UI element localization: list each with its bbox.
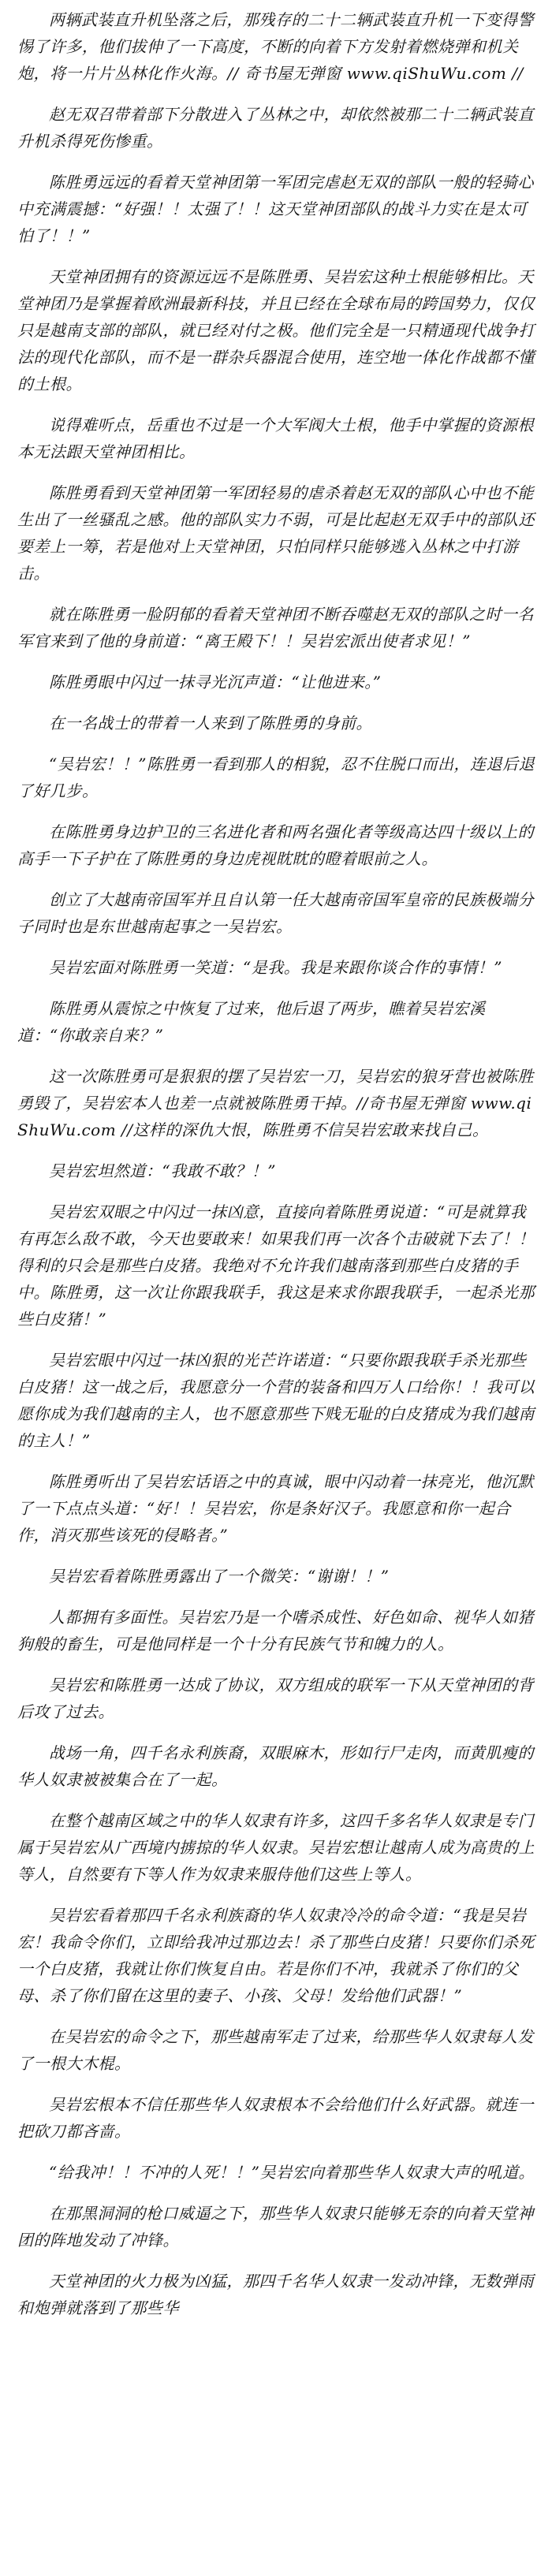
paragraph: 陈胜勇眼中闪过一抹寻光沉声道：“让他进来。” <box>49 673 382 692</box>
paragraph: 陈胜勇听出了吴岩宏话语之中的真诚，眼中闪动着一抹亮光，他沉默了一下点点头道：“好！！吴岩宏，你是条好汉子。我愿意和你一起合作，消灭那些该死的侵略者。” <box>17 1472 534 1545</box>
paragraph: 赵无双召带着部下分散进入了丛林之中，却依然被那二十二辆武装直升机杀得死伤惨重。 <box>17 105 534 151</box>
paragraph: 在吴岩宏的命令之下，那些越南军走了过来，给那些华人奴隶每人发了一根大木棍。 <box>17 2027 534 2073</box>
paragraph: 天堂神团的火力极为凶猛，那四千名华人奴隶一发动冲锋，无数弹雨和炮弹就落到了那些华 <box>17 2272 534 2317</box>
paragraph: 人都拥有多面性。吴岩宏乃是一个嗜杀成性、好色如命、视华人如猪狗般的畜生，可是他同样是一个十分有民族气节和魄力的人。 <box>17 1608 534 1653</box>
paragraph: 在陈胜勇身边护卫的三名进化者和两名强化者等级高达四十级以上的高手一下子护在了陈胜勇的身边虎视眈眈的瞪着眼前之人。 <box>17 822 534 868</box>
paragraph: 战场一角，四千名永利族裔，双眼麻木，形如行尸走肉，而黄肌瘦的华人奴隶被被集合在了一起。 <box>17 1743 534 1789</box>
paragraph: 吴岩宏和陈胜勇一达成了协议，双方组成的联军一下从天堂神团的背后攻了过去。 <box>17 1676 534 1721</box>
paragraph: 吴岩宏坦然道：“我敢不敢？！” <box>49 1161 276 1180</box>
paragraph: 吴岩宏看着那四千名永利族裔的华人奴隶冷冷的命令道：“我是吴岩宏！我命令你们，立即给我冲过那边去！杀了那些白皮猪！只要你们杀死一个白皮猪，我就让你们恢复自由。若是你们不冲，我就杀了你们的父母、杀了你们留在这里的妻子、小孩、父母！发给他们武器！” <box>17 1906 535 2005</box>
paragraph: 天堂神团拥有的资源远远不是陈胜勇、吴岩宏这种土根能够相比。天堂神团乃是掌握着欧洲最新科技，并且已经在全球布局的跨国势力，仅仅只是越南支部的部队，就已经对付之极。他们完全是一只精通现代战争打法的现代化部队，而不是一群杂兵器混合使用，连空地一体化作战都不懂的土根。 <box>17 267 535 393</box>
paragraph: 陈胜勇远远的看着天堂神团第一军团完虐赵无双的部队一般的轻骑心中充满震撼：“好强！！太强了！！这天堂神团部队的战斗力实在是太可怕了！！” <box>17 173 534 245</box>
paragraph: 在整个越南区域之中的华人奴隶有许多，这四千多名华人奴隶是专门属于吴岩宏从广西境内掳掠的华人奴隶。吴岩宏想让越南人成为高贵的上等人，自然要有下等人作为奴隶来服侍他们这些上等人。 <box>17 1811 535 1884</box>
paragraph: 陈胜勇从震惊之中恢复了过来，他后退了两步，瞧着吴岩宏溪道：“你敢亲自来？” <box>17 999 486 1045</box>
paragraph: 说得难听点，岳重也不过是一个大军阀大土根，他手中掌握的资源根本无法跟天堂神团相比。 <box>17 416 534 461</box>
paragraph: 在一名战士的带着一人来到了陈胜勇的身前。 <box>49 714 372 733</box>
paragraph: “给我冲！！不冲的人死！！”吴岩宏向着那些华人奴隶大声的吼道。 <box>49 2163 535 2182</box>
paragraph: “吴岩宏！！”陈胜勇一看到那人的相貌，忍不住脱口而出，连退后退了好几步。 <box>17 755 535 800</box>
paragraph: 这一次陈胜勇可是狠狠的摆了吴岩宏一刀，吴岩宏的狼牙营也被陈胜勇毁了，吴岩宏本人也差一点就被陈胜勇干掉。//奇书屋无弹窗 www.qiShuWu.com //这样的深仇大恨，陈胜勇不信吴岩宏敢来找自己。 <box>17 1067 534 1139</box>
paragraph: 创立了大越南帝国军并且自认第一任大越南帝国军皇帝的民族极端分子同时也是东世越南起事之一吴岩宏。 <box>17 890 534 936</box>
paragraph: 就在陈胜勇一脸阴郁的看着天堂神团不断吞噬赵无双的部队之时一名军官来到了他的身前道：“离王殿下！！吴岩宏派出使者求见！” <box>17 605 534 651</box>
paragraph: 陈胜勇看到天堂神团第一军团轻易的虐杀着赵无双的部队心中也不能生出了一丝骚乱之感。他的部队实力不弱，可是比起赵无双手中的部队还要差上一筹，若是他对上天堂神团，只怕同样只能够逃入丛林之中打游击。 <box>17 483 535 583</box>
paragraph: 吴岩宏面对陈胜勇一笑道：“是我。我是来跟你谈合作的事情！” <box>49 958 502 977</box>
paragraph: 吴岩宏眼中闪过一抹凶狠的光芒许诺道：“只要你跟我联手杀光那些白皮猪！这一战之后，我愿意分一个营的装备和四万人口给你！！我可以愿你成为我们越南的主人，也不愿意那些下贱无耻的白皮猪成为我们越南的主人！” <box>17 1351 535 1450</box>
paragraph: 吴岩宏双眼之中闪过一抹凶意，直接向着陈胜勇说道：“可是就算我有再怎么敌不敢，今天也要敢来！如果我们再一次各个击破就下去了！！得利的只会是那些白皮猪。我绝对不允许我们越南落到那些白皮猪的手中。陈胜勇，这一次让你跟我联手，我这是来求你跟我联手，一起杀光那些白皮猪！” <box>17 1202 535 1329</box>
paragraph: 两辆武装直升机坠落之后，那残存的二十二辆武装直升机一下变得警惕了许多，他们拔伸了一下高度，不断的向着下方发射着燃烧弹和机关炮，将一片片丛林化作火海。// 奇书屋无弹窗 www.qiShuWu.com // <box>17 10 534 83</box>
paragraph: 吴岩宏根本不信任那些华人奴隶根本不会给他们什么好武器。就连一把砍刀都吝啬。 <box>17 2095 534 2141</box>
paragraph: 在那黑洞洞的枪口威逼之下，那些华人奴隶只能够无奈的向着天堂神团的阵地发动了冲锋。 <box>17 2204 534 2250</box>
paragraph: 吴岩宏看着陈胜勇露出了一个微笑：“谢谢！！” <box>49 1567 390 1586</box>
